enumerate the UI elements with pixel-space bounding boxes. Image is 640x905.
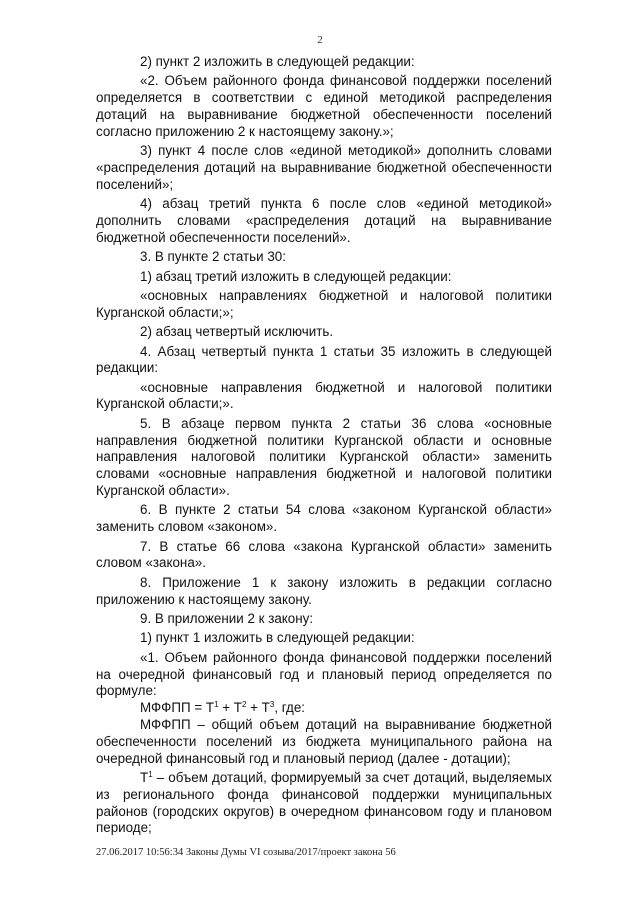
footer-stamp: 27.06.2017 10:56:34 Законы Думы VI созыва/2017/проект закона 56 [96, 847, 396, 858]
formula-term: + Т [218, 700, 242, 716]
paragraph: 7. В статье 66 слова «закона Курганской области» заменить словом «закона». [96, 538, 552, 571]
paragraph: 5. В абзаце первом пункта 2 статьи 36 слова «основные направления бюджетной политики Курганской области и основные направления налоговой политики Курганской области» заменить словами «основные направления бюджетной и налоговой политики Курганской области». [96, 415, 552, 499]
paragraph: «1. Объем районного фонда финансовой поддержки поселений на очередной финансовый год и плановый период определяется по формуле: [96, 649, 552, 699]
paragraph: 9. В приложении 2 к закону: [140, 611, 314, 627]
t1-definition [96, 770, 552, 837]
paragraph: 2) пункт 2 изложить в следующей редакции: [140, 54, 415, 69]
paragraph: 8. Приложение 1 к закону изложить в редакции согласно приложению к настоящему закону. [96, 574, 552, 607]
paragraph: 4) абзац третий пункта 6 после слов «единой методикой» дополнить словами «распределения дотаций на выравнивание бюджетной обеспеченности поселений». [96, 196, 552, 245]
t1-symbol: Т [140, 769, 149, 785]
paragraph: 3) пункт 4 после слов «единой методикой» дополнить словами «распределения дотаций на выравнивание бюджетной обеспеченности поселений»; [96, 143, 552, 192]
t1-text: – объем дотаций, формируемый за счет дотаций, выделяемых из регионального фонда финансовой поддержки муниципальных районов (городских округов) в очередном финансовом году и плановом периоде; [96, 769, 552, 836]
formula-term: + Т [246, 700, 270, 716]
page-number: 2 [317, 34, 323, 46]
paragraph: «основные направления бюджетной и налоговой политики Курганской области;». [96, 379, 552, 412]
formula-lhs: МФФПП = Т [140, 700, 215, 716]
paragraph: 2) абзац четвертый исключить. [140, 324, 334, 340]
formula-tail: , где: [274, 700, 306, 716]
paragraph: 3. В пункте 2 статьи 30: [140, 249, 286, 265]
formula [96, 700, 552, 717]
paragraph: 1) абзац третий изложить в следующей редакции: [140, 268, 452, 284]
t1-sup: 1 [148, 769, 153, 779]
paragraph: «2. Объем районного фонда финансовой поддержки поселений определяется в соответствии с единой методикой распределения дотаций на выравнивание бюджетной обеспеченности поселений согласно приложению 2 к настоящему закону.»; [96, 73, 552, 139]
paragraph: 4. Абзац четвертый пункта 1 статьи 35 изложить в следующей редакции: [96, 343, 552, 376]
paragraph: 1) пункт 1 изложить в следующей редакции: [140, 630, 415, 646]
formula-sup: 1 [214, 700, 219, 710]
formula-sup: 3 [269, 700, 275, 710]
paragraph: «основных направлениях бюджетной и налоговой политики Курганской области;»; [96, 287, 552, 320]
definition-paragraph: МФФПП – общий объем дотаций на выравнивание бюджетной обеспеченности поселений из бюджета муниципального района на очередной финансовый год и плановый период (далее - дотации); [96, 716, 552, 766]
document-body [96, 54, 552, 837]
paragraph: 6. В пункте 2 статьи 54 слова «законом Курганской области» заменить словом «законом». [96, 502, 552, 535]
formula-sup: 2 [241, 700, 247, 710]
